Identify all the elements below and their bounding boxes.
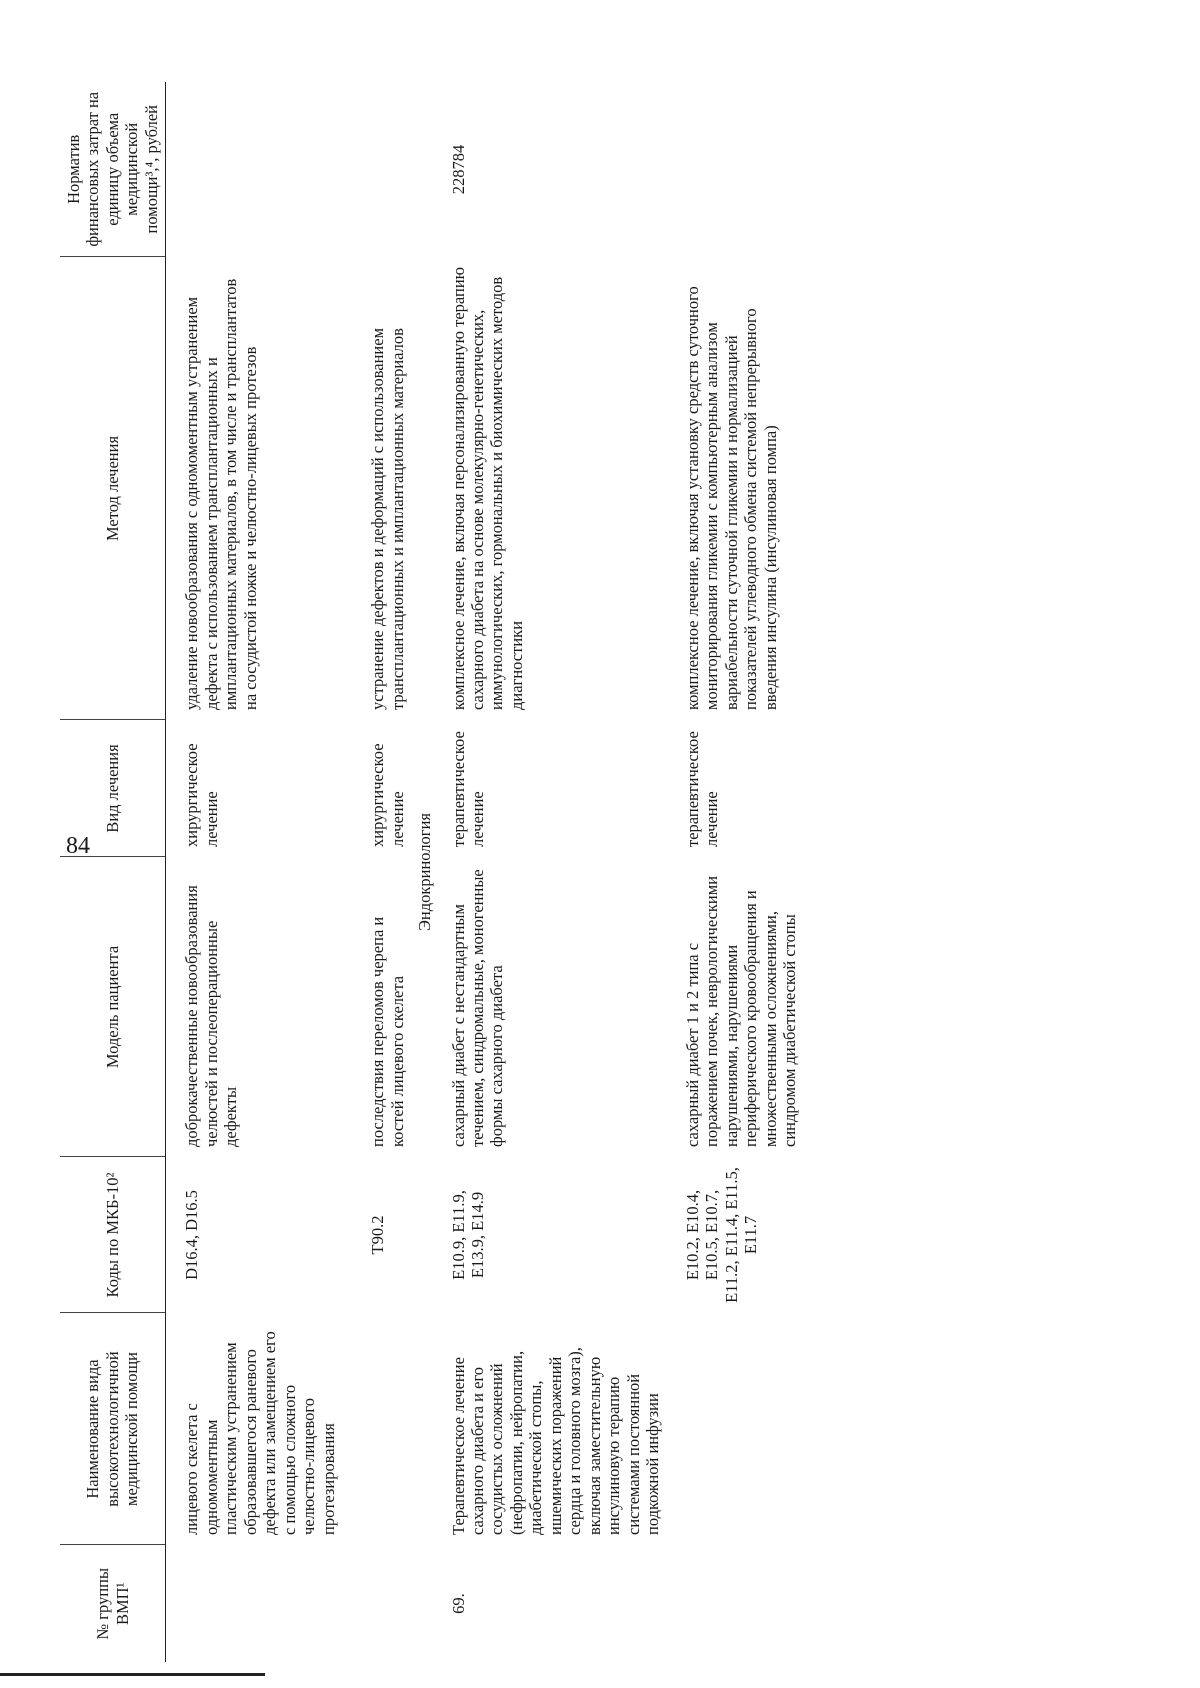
cell-method: комплексное лечение, включая персонализированную терапию сахарного диабета на основе молекулярно-генетических, иммунологических, гормональных и биохимических методов диагностики [448, 266, 526, 710]
header-method: Метод лечения [60, 257, 166, 720]
table-row [166, 82, 338, 1662]
cell-name: лицевого скелета с одномоментным пластическим устранением образовавшегося раневого дефекта или замещением его с помощью сложного челюстно-лицевого протезирования [182, 1331, 338, 1535]
cell-type: хирургическое лечение [182, 743, 221, 847]
cell-group: 69. [448, 1593, 468, 1614]
section-title: Эндокринология [415, 813, 435, 931]
table-row [435, 82, 663, 1662]
header-norm: Норматив финансовых затрат на единицу объема медицинской помощи³,⁴, рублей [60, 82, 166, 257]
header-group: № группы ВМП¹ [60, 1545, 166, 1662]
table-row [338, 82, 407, 1662]
table-header-row [60, 82, 166, 1662]
cell-name: Терапевтическое лечение сахарного диабета и его сосудистых осложнений (нефропатии, нейропатии, диабетической стопы, ишемических поражений сердца и головного мозга), включая заместительную инсулиновую терапию системами постоянной подкожной инфузии [448, 1347, 663, 1535]
cell-codes: D16.4, D16.5 [182, 1190, 202, 1280]
header-type: Вид лечения [60, 720, 166, 857]
cell-name [338, 1313, 407, 1545]
cell-codes: E10.2, E10.4, E10.5, E10.7, E11.2, E11.4, E11.5, E11.7 [682, 1167, 761, 1303]
cell-codes: T90.2 [368, 1215, 388, 1255]
scan-edge-line [0, 1673, 265, 1676]
vmp-table [60, 82, 799, 1662]
cell-model: доброкачественные новообразования челюстей и послеоперационные дефекты [182, 885, 241, 1147]
cell-type: хирургическое лечение [368, 743, 407, 847]
page-number: 84 [66, 833, 90, 859]
header-name: Наименование вида высокотехнологичной медицинской помощи [60, 1313, 166, 1545]
cell-method: комплексное лечение, включая установку средств суточного мониторирования гликемии с компьютерным анализом вариабельности суточной гликемии и нормализацией показателей углеводного обмена системой непрерывного введения инсулина (инсулиновая помпа) [682, 286, 780, 710]
cell-name [663, 1313, 800, 1545]
header-model: Модель пациента [60, 857, 166, 1157]
rotated-page-content [60, 82, 870, 1662]
cell-model: сахарный диабет 1 и 2 типа с поражением почек, неврологическими нарушениями, нарушениями периферического кровообращения и множественными осложнениями, синдромом диабетической стопы [682, 875, 799, 1147]
cell-type: терапевтическое лечение [448, 731, 487, 847]
cell-type: терапевтическое лечение [682, 731, 722, 847]
cell-codes: E10.9, E11.9, E13.9, E14.9 [448, 1190, 487, 1280]
cell-model: сахарный диабет с нестандартным течением, синдромальные, моногенные формы сахарного диабета [448, 869, 507, 1147]
table-row [663, 82, 800, 1662]
cell-model: последствия переломов черепа и костей лицевого скелета [368, 916, 407, 1147]
cell-norm [663, 82, 800, 257]
cell-group [338, 1545, 407, 1662]
cell-norm [166, 82, 338, 257]
cell-method: устранение дефектов и деформаций с использованием трансплантационных и имплантационных материалов [368, 327, 407, 710]
section-row [407, 82, 434, 1662]
cell-norm: 228784 [448, 144, 468, 195]
header-codes: Коды по МКБ-10² [60, 1157, 166, 1313]
cell-method: удаление новообразования с одномоментным устранением дефекта с использованием трансплантационных и имплантационных материалов, в том числе и трансплантатов на сосудистой ножке и челюстно-лицевых протезов [182, 278, 260, 710]
cell-group [166, 1545, 338, 1662]
cell-group [663, 1545, 800, 1662]
cell-norm [338, 82, 407, 257]
